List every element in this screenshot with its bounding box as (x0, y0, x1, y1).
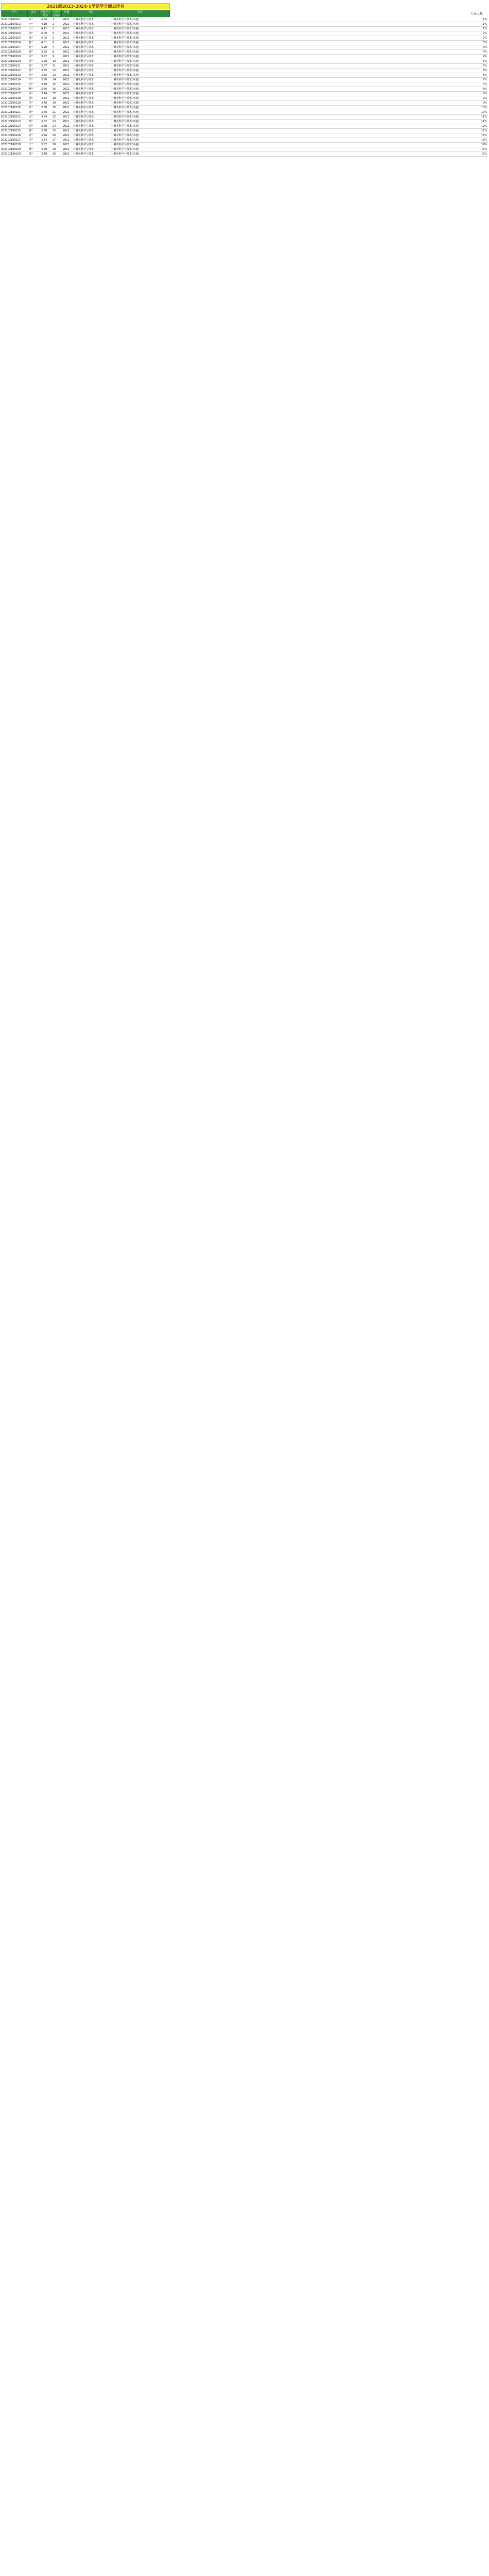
header-extra: 专业人数 (470, 12, 483, 16)
cell-pct: 5% (483, 64, 487, 67)
cell-gpa: 3.80 (41, 78, 47, 81)
cell-college: 计算机科学与技术 (73, 129, 94, 132)
cell-college: 计算机科学与技术 (73, 125, 94, 128)
cell-gpa: 4.05 (41, 37, 47, 40)
cell-grade: 2021 (63, 41, 69, 44)
cell-pct: 6% (483, 69, 487, 72)
cell-id: 202102160107 (1, 46, 21, 49)
table-row (1, 87, 488, 92)
cell-major: 计算机科学与技术(卓越) (111, 27, 139, 30)
cell-pct: 4% (483, 50, 487, 54)
cell-rank: 12 (53, 69, 56, 72)
table-row (1, 22, 488, 27)
cell-rank: 11 (53, 64, 56, 67)
cell-college: 计算机科学与技术 (73, 64, 94, 67)
cell-major: 计算机科学与技术(卓越) (111, 18, 139, 21)
cell-name: 杨* (29, 41, 33, 44)
cell-id: 202102160103 (1, 27, 21, 30)
cell-grade: 2021 (63, 120, 69, 123)
cell-major: 计算机科学与技术(卓越) (111, 139, 139, 142)
cell-name: 罗* (29, 106, 33, 109)
table-row (1, 27, 488, 31)
cell-grade: 2021 (63, 125, 69, 128)
cell-rank: 4 (53, 32, 55, 35)
table-row (1, 55, 488, 59)
table-row (1, 82, 488, 87)
cell-rank: 2 (53, 23, 55, 26)
cell-rank: 3 (53, 27, 55, 30)
cell-college: 计算机科学与技术 (73, 27, 94, 30)
cell-major: 计算机科学与技术(卓越) (111, 106, 139, 109)
header-name[interactable]: 姓名 (28, 10, 40, 17)
cell-id: 202102160102 (1, 23, 21, 26)
cell-college: 计算机科学与技术 (73, 120, 94, 123)
cell-id: 202102160118 (1, 97, 21, 100)
cell-college: 计算机科学与技术 (73, 74, 94, 77)
cell-pct: 13% (481, 139, 487, 142)
cell-grade: 2021 (63, 74, 69, 77)
cell-name: 李* (29, 23, 33, 26)
cell-pct: 5% (483, 60, 487, 63)
cell-id: 202102160108 (1, 50, 21, 54)
cell-major: 计算机科学与技术(卓越) (111, 46, 139, 49)
cell-college: 计算机科学与技术 (73, 46, 94, 49)
cell-grade: 2021 (63, 139, 69, 142)
cell-gpa: 3.78 (41, 83, 47, 86)
cell-major: 计算机科学与技术(卓越) (111, 111, 139, 114)
cell-rank: 1 (53, 18, 55, 21)
cell-rank: 10 (53, 60, 56, 63)
cell-college: 计算机科学与技术 (73, 148, 94, 151)
header-grade[interactable]: 年级 (62, 10, 72, 17)
cell-name: 萧* (29, 152, 33, 156)
cell-pct: 7% (483, 83, 487, 86)
cell-pct: 1% (483, 27, 487, 30)
cell-rank: 8 (53, 50, 55, 54)
cell-gpa: 3.52 (41, 143, 47, 146)
cell-rank: 6 (53, 41, 55, 44)
cell-pct: 1% (483, 23, 487, 26)
table-row (1, 152, 488, 157)
cell-name: 宋* (29, 115, 33, 118)
cell-rank: 9 (53, 55, 55, 58)
cell-pct: 6% (483, 74, 487, 77)
cell-grade: 2021 (63, 101, 69, 105)
cell-name: 张* (29, 18, 33, 21)
cell-name: 马* (29, 101, 33, 105)
table-row (1, 45, 488, 50)
cell-gpa: 3.90 (41, 60, 47, 63)
cell-pct: 3% (483, 46, 487, 49)
cell-college: 计算机科学与技术 (73, 78, 94, 81)
cell-name: 郑* (29, 120, 33, 123)
table-row (1, 143, 488, 147)
cell-grade: 2021 (63, 134, 69, 137)
cell-name: 何* (29, 92, 33, 95)
cell-college: 计算机科学与技术 (73, 83, 94, 86)
cell-id: 202102160113 (1, 74, 21, 77)
cell-name: 王* (29, 27, 33, 30)
cell-gpa: 3.82 (41, 74, 47, 77)
cell-college: 计算机科学与技术 (73, 111, 94, 114)
cell-rank: 18 (53, 97, 56, 100)
cell-college: 计算机科学与技术 (73, 23, 94, 26)
cell-name: 高* (29, 83, 33, 86)
cell-college: 计算机科学与技术 (73, 37, 94, 40)
cell-pct: 8% (483, 92, 487, 95)
cell-gpa: 3.70 (41, 101, 47, 105)
cell-id: 202102160123 (1, 120, 21, 123)
cell-grade: 2021 (63, 27, 69, 30)
cell-college: 计算机科学与技术 (73, 55, 94, 58)
cell-id: 202102160130 (1, 152, 21, 156)
table-row (1, 69, 488, 73)
cell-gpa: 3.95 (41, 50, 47, 54)
cell-rank: 14 (53, 78, 56, 81)
cell-name: 谢* (29, 125, 33, 128)
cell-rank: 15 (53, 83, 56, 86)
cell-college: 计算机科学与技术 (73, 50, 94, 54)
table-row (1, 106, 488, 110)
cell-grade: 2021 (63, 78, 69, 81)
cell-grade: 2021 (63, 55, 69, 58)
cell-id: 202102160119 (1, 101, 21, 105)
cell-college: 计算机科学与技术 (73, 115, 94, 118)
cell-gpa: 3.87 (41, 64, 47, 67)
cell-grade: 2021 (63, 97, 69, 100)
cell-pct: 2% (483, 32, 487, 35)
cell-major: 计算机科学与技术(卓越) (111, 32, 139, 35)
cell-grade: 2021 (63, 23, 69, 26)
cell-grade: 2021 (63, 60, 69, 63)
cell-id: 202102160114 (1, 78, 21, 81)
cell-grade: 2021 (63, 115, 69, 118)
cell-pct: 2% (483, 37, 487, 40)
cell-grade: 2021 (63, 69, 69, 72)
cell-name: 吴* (29, 60, 33, 63)
table-row (1, 96, 488, 101)
header-college[interactable]: 学院 (72, 10, 110, 17)
cell-gpa: 3.58 (41, 129, 47, 132)
cell-major: 计算机科学与技术(卓越) (111, 83, 139, 86)
table-row (1, 147, 488, 152)
cell-rank: 28 (53, 143, 56, 146)
cell-college: 计算机科学与技术 (73, 88, 94, 91)
cell-pct: 12% (481, 125, 487, 128)
cell-name: 董* (29, 148, 33, 151)
cell-name: 林* (29, 88, 33, 91)
cell-name: 胡* (29, 74, 33, 77)
cell-rank: 19 (53, 101, 56, 105)
table-row (1, 41, 488, 45)
cell-id: 202102160104 (1, 32, 21, 35)
header-major[interactable]: 专业 (110, 10, 170, 17)
cell-rank: 25 (53, 129, 56, 132)
cell-name: 孙* (29, 69, 33, 72)
table-row (1, 50, 488, 55)
table-row (1, 101, 488, 106)
cell-rank: 29 (53, 148, 56, 151)
cell-rank: 24 (53, 125, 56, 128)
cell-rank: 30 (53, 152, 56, 156)
cell-major: 计算机科学与技术(卓越) (111, 97, 139, 100)
cell-major: 计算机科学与技术(卓越) (111, 64, 139, 67)
table-row (1, 115, 488, 120)
header-gpa[interactable]: 平均学分绩点 (40, 11, 51, 17)
cell-id: 202102160111 (1, 64, 21, 67)
header-id[interactable]: 学号 (1, 10, 28, 17)
cell-pct: 14% (481, 143, 487, 146)
cell-rank: 27 (53, 139, 56, 142)
cell-name: 陈* (29, 37, 33, 40)
cell-id: 202102160115 (1, 83, 21, 86)
cell-id: 202102160120 (1, 106, 21, 109)
cell-pct: 1% (483, 18, 487, 21)
cell-college: 计算机科学与技术 (73, 139, 94, 142)
cell-college: 计算机科学与技术 (73, 152, 94, 156)
cell-pct: 4% (483, 55, 487, 58)
cell-grade: 2021 (63, 88, 69, 91)
cell-rank: 13 (53, 74, 56, 77)
cell-major: 计算机科学与技术(卓越) (111, 92, 139, 95)
cell-major: 计算机科学与技术(卓越) (111, 125, 139, 128)
cell-major: 计算机科学与技术(卓越) (111, 88, 139, 91)
table-row (1, 110, 488, 115)
cell-college: 计算机科学与技术 (73, 92, 94, 95)
table-row (1, 133, 488, 138)
cell-major: 计算机科学与技术(卓越) (111, 50, 139, 54)
cell-gpa: 3.54 (41, 139, 47, 142)
cell-grade: 2021 (63, 129, 69, 132)
cell-name: 黄* (29, 50, 33, 54)
cell-name: 唐* (29, 134, 33, 137)
cell-college: 计算机科学与技术 (73, 41, 94, 44)
cell-pct: 10% (481, 111, 487, 114)
cell-major: 计算机科学与技术(卓越) (111, 134, 139, 137)
cell-rank: 26 (53, 134, 56, 137)
cell-id: 202102160122 (1, 115, 21, 118)
cell-id: 202102160101 (1, 18, 21, 21)
cell-major: 计算机科学与技术(卓越) (111, 37, 139, 40)
cell-rank: 5 (53, 37, 55, 40)
cell-rank: 16 (53, 88, 56, 91)
cell-major: 计算机科学与技术(卓越) (111, 152, 139, 156)
table-row (1, 78, 488, 82)
cell-pct: 13% (481, 134, 487, 137)
table-row (1, 31, 488, 36)
cell-major: 计算机科学与技术(卓越) (111, 41, 139, 44)
cell-gpa: 3.98 (41, 46, 47, 49)
cell-gpa: 4.24 (41, 18, 47, 21)
cell-major: 计算机科学与技术(卓越) (111, 129, 139, 132)
cell-gpa: 4.12 (41, 27, 47, 30)
cell-grade: 2021 (63, 152, 69, 156)
cell-pct: 12% (481, 129, 487, 132)
cell-pct: 9% (483, 97, 487, 100)
cell-gpa: 3.76 (41, 88, 47, 91)
cell-major: 计算机科学与技术(卓越) (111, 55, 139, 58)
cell-college: 计算机科学与技术 (73, 97, 94, 100)
cell-name: 韩* (29, 129, 33, 132)
cell-major: 计算机科学与技术(卓越) (111, 143, 139, 146)
cell-gpa: 4.09 (41, 32, 47, 35)
cell-college: 计算机科学与技术 (73, 101, 94, 105)
cell-id: 202102160129 (1, 148, 21, 151)
cell-gpa: 3.66 (41, 111, 47, 114)
cell-rank: 17 (53, 92, 56, 95)
cell-id: 202102160112 (1, 69, 21, 72)
cell-pct: 8% (483, 88, 487, 91)
cell-grade: 2021 (63, 18, 69, 21)
table-row (1, 64, 488, 69)
cell-id: 202102160105 (1, 37, 21, 40)
header-rank[interactable]: 平均学分绩点排名 (51, 10, 62, 17)
table-row (1, 36, 488, 41)
cell-name: 徐* (29, 64, 33, 67)
cell-rank: 20 (53, 106, 56, 109)
cell-major: 计算机科学与技术(卓越) (111, 148, 139, 151)
cell-major: 计算机科学与技术(卓越) (111, 60, 139, 63)
cell-id: 202102160127 (1, 139, 21, 142)
cell-grade: 2021 (63, 46, 69, 49)
cell-name: 梁* (29, 111, 33, 114)
cell-id: 202102160110 (1, 60, 21, 63)
cell-college: 计算机科学与技术 (73, 143, 94, 146)
cell-pct: 3% (483, 41, 487, 44)
cell-major: 计算机科学与技术(卓越) (111, 120, 139, 123)
cell-college: 计算机科学与技术 (73, 32, 94, 35)
cell-gpa: 3.92 (41, 55, 47, 58)
cell-grade: 2021 (63, 64, 69, 67)
cell-gpa: 3.48 (41, 152, 47, 156)
cell-name: 郭* (29, 97, 33, 100)
cell-id: 202102160125 (1, 129, 21, 132)
table-row (1, 138, 488, 143)
cell-id: 202102160109 (1, 55, 21, 58)
table-row (1, 73, 488, 78)
cell-gpa: 3.62 (41, 120, 47, 123)
cell-pct: 11% (481, 120, 487, 123)
cell-grade: 2021 (63, 50, 69, 54)
cell-pct: 7% (483, 78, 487, 81)
cell-pct: 10% (481, 106, 487, 109)
cell-grade: 2021 (63, 32, 69, 35)
cell-gpa: 3.74 (41, 92, 47, 95)
cell-college: 计算机科学与技术 (73, 18, 94, 21)
cell-grade: 2021 (63, 111, 69, 114)
cell-id: 202102160128 (1, 143, 21, 146)
cell-gpa: 4.01 (41, 41, 47, 44)
cell-pct: 11% (481, 115, 487, 118)
cell-gpa: 4.18 (41, 23, 47, 26)
cell-rank: 22 (53, 115, 56, 118)
cell-major: 计算机科学与技术(卓越) (111, 115, 139, 118)
cell-rank: 23 (53, 120, 56, 123)
cell-major: 计算机科学与技术(卓越) (111, 74, 139, 77)
cell-major: 计算机科学与技术(卓越) (111, 23, 139, 26)
cell-college: 计算机科学与技术 (73, 60, 94, 63)
sheet-title: 2021级2023-2024-1学期学分绩点排名 (1, 3, 170, 9)
table-row (1, 18, 488, 22)
cell-id: 202102160126 (1, 134, 21, 137)
cell-gpa: 3.72 (41, 97, 47, 100)
cell-grade: 2021 (63, 92, 69, 95)
cell-name: 冯* (29, 139, 33, 142)
cell-gpa: 3.60 (41, 125, 47, 128)
cell-gpa: 3.50 (41, 148, 47, 151)
cell-gpa: 3.68 (41, 106, 47, 109)
cell-pct: 9% (483, 101, 487, 105)
table-row (1, 129, 488, 133)
cell-grade: 2021 (63, 106, 69, 109)
cell-id: 202102160121 (1, 111, 21, 114)
table-row (1, 120, 488, 124)
cell-name: 刘* (29, 32, 33, 35)
cell-name: 朱* (29, 78, 33, 81)
cell-major: 计算机科学与技术(卓越) (111, 78, 139, 81)
cell-grade: 2021 (63, 143, 69, 146)
cell-major: 计算机科学与技术(卓越) (111, 69, 139, 72)
cell-pct: 14% (481, 148, 487, 151)
cell-gpa: 3.64 (41, 115, 47, 118)
cell-major: 计算机科学与技术(卓越) (111, 101, 139, 105)
cell-name: 周* (29, 55, 33, 58)
table-row (1, 59, 488, 64)
cell-name: 于* (29, 143, 33, 146)
cell-id: 202102160106 (1, 41, 21, 44)
cell-pct: 15% (481, 152, 487, 156)
cell-gpa: 3.56 (41, 134, 47, 137)
cell-college: 计算机科学与技术 (73, 134, 94, 137)
table-row (1, 124, 488, 129)
cell-rank: 7 (53, 46, 55, 49)
cell-id: 202102160117 (1, 92, 21, 95)
cell-gpa: 3.85 (41, 69, 47, 72)
cell-grade: 2021 (63, 148, 69, 151)
cell-grade: 2021 (63, 37, 69, 40)
cell-id: 202102160116 (1, 88, 21, 91)
table-row (1, 92, 488, 96)
cell-rank: 21 (53, 111, 56, 114)
cell-grade: 2021 (63, 83, 69, 86)
cell-college: 计算机科学与技术 (73, 69, 94, 72)
cell-id: 202102160124 (1, 125, 21, 128)
cell-name: 赵* (29, 46, 33, 49)
cell-college: 计算机科学与技术 (73, 106, 94, 109)
